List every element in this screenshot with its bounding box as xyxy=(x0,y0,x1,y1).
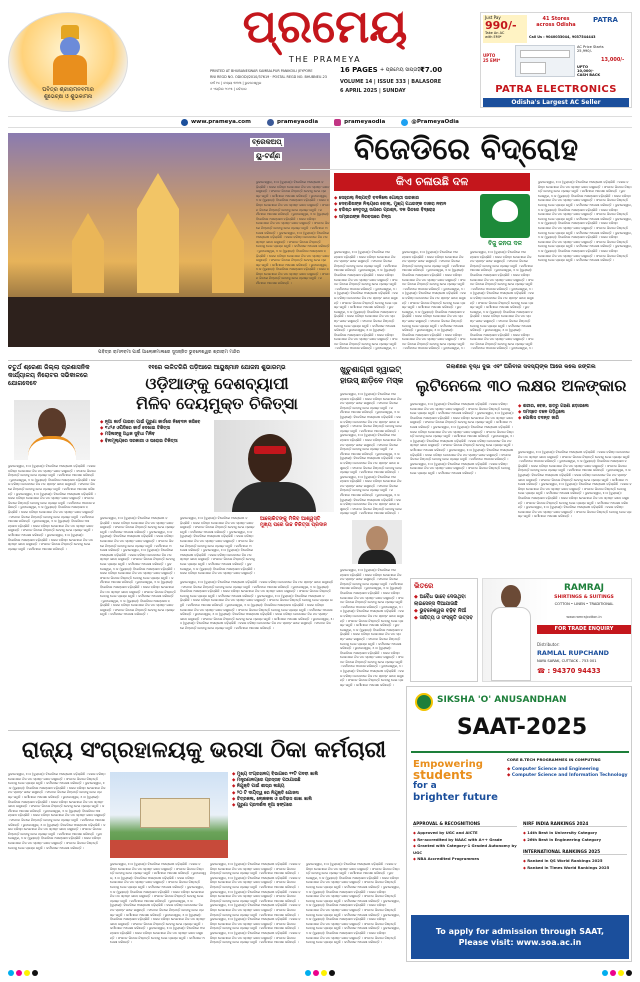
ramraj-line1: SHIRTINGS & SUITINGS xyxy=(554,595,614,600)
soa-tagline-1: Empowering xyxy=(413,759,483,770)
soa-programme: ◆ Computer Science and Engineering xyxy=(507,767,629,773)
soa-approval: ◆ NBA Accredited Programmes xyxy=(413,856,517,863)
soa-approval: ◆ Approved by UGC and AICTE xyxy=(413,830,517,837)
masthead-subtitle: THE PRAMEYA xyxy=(288,55,362,64)
soa-cta[interactable]: To apply for admission through SAAT, Please visit: www.soa.ac.in xyxy=(411,915,629,959)
lead-subhead: କିଏ ଚଳାଉଛି ଦଳ xyxy=(334,173,530,191)
patra-price-sub: Take An AC with EMI* xyxy=(485,31,505,39)
soa-brand: SIKSHA 'O' ANUSANDHAN xyxy=(437,695,567,705)
ramraj-address: NAYA SARAK, CUTTACK - 753 001 xyxy=(537,659,597,663)
twitter-icon xyxy=(401,119,408,126)
museum-photo xyxy=(110,772,228,858)
print-info: PRINTED AT BHUBANESWAR SAMBALPUR PANIKOILI JEYPORE RNI REGD NO. ODIODI/2010/37619 · POSTAL REGD NO. BHUBNEU-23 ବର୍ଷ ୧୪ | ସଂଖ୍ୟା ୩୩୩ | ଭୁବନେଶ୍ୱର ୬ ଏପ୍ରିଲ ୨୦୨୫ | ରବିବାର xyxy=(210,69,327,91)
museum-headline: ରାଜ୍ୟ ସଂଗ୍ରହାଳୟକୁ ଭରସା ଠିକା କର୍ମଚାରୀ xyxy=(21,738,387,763)
musk-portrait xyxy=(352,520,402,564)
soa-programme: ◆ Computer Science and Information Technology xyxy=(507,773,629,779)
soa-intl-title: INTERNATIONAL RANKINGS 2025 xyxy=(523,849,627,855)
patra-offer-mid: AC Price Starts 25,990/- xyxy=(577,45,604,53)
patra-offer-mid2: 13,000/- xyxy=(601,57,625,63)
cm-story-column: ଭୁବନେଶ୍ୱର, ୫।୪ (ବ୍ୟୁରୋ): ବିଜେଡିରେ ଅସନ୍ତୋଷ ବଢ଼ିଚାଲିଛି । ଦଳର ବରିଷ୍ଠ ନେତାମାନେ ନିଜ ମତ ସ୍ପଷ୍ଟ ଭାବେ ରଖୁଛନ୍ତି । ସଂଗଠନ ଭିତରେ ନିଷ୍ପତ୍ତି ନେବାକୁ ନେଇ ପ୍ରଶ୍ନ ଉଠୁଛି । କର୍ମୀମାନେ ଅପେକ୍ଷା କରିଛନ୍ତି । ଭୁବନେଶ୍ୱର, ୫।୪ (ବ୍ୟୁରୋ): ବିଜେଡିରେ ଅସନ୍ତୋଷ ବଢ଼ିଚାଲିଛି । ଦଳର ବରିଷ୍ଠ ନେତାମାନେ ନିଜ ମତ ସ୍ପଷ୍ଟ ଭାବେ ରଖୁଛନ୍ତି । ସଂଗଠନ ଭିତରେ ନିଷ୍ପତ୍ତି ନେବାକୁ ନେଇ ପ୍ରଶ୍ନ ଉଠୁଛି । କର୍ମୀମାନେ ଅପେକ୍ଷା କରିଛନ୍ତି । ଭୁବନେଶ୍ୱର, ୫।୪ (ବ୍ୟୁରୋ): ବିଜେଡିରେ ଅସନ୍ତୋଷ ବଢ଼ିଚାଲିଛି । ଦଳର ବରିଷ୍ଠ ନେତାମାନେ ନିଜ ମତ ସ୍ପଷ୍ଟ ଭାବେ ରଖୁଛନ୍ତି । ସଂଗଠନ ଭିତରେ ନିଷ୍ପତ୍ତି ନେବାକୁ ନେଇ ପ୍ରଶ୍ନ ଉଠୁଛି । କର୍ମୀମାନେ ଅପେକ୍ଷା କରିଛନ୍ତି । ଭୁବନେଶ୍ୱର, ୫।୪ (ବ୍ୟୁରୋ): ବିଜେଡିରେ ଅସନ୍ତୋଷ ବଢ଼ିଚାଲିଛି । ଦଳର ବରିଷ୍ଠ ନେତାମାନେ ନିଜ ମତ ସ୍ପଷ୍ଟ ଭାବେ ରଖୁଛନ୍ତି । ସଂଗଠନ ଭିତରେ ନିଷ୍ପତ୍ତି ନେବାକୁ ନେଇ ପ୍ରଶ୍ନ ଉଠୁଛି । କର୍ମୀମାନେ ଅପେକ୍ଷା କରିଛନ୍ତି । ଭୁବନେଶ୍ୱର, ୫।୪ (ବ୍ୟୁରୋ): ବିଜେଡିରେ ଅସନ୍ତୋଷ ବଢ଼ିଚାଲିଛି । ଦଳର ବରିଷ୍ଠ ନେତାମାନେ ନିଜ ମତ ସ୍ପଷ୍ଟ ଭାବେ ରଖୁଛନ୍ତି । ସଂଗଠନ ଭିତରେ ନିଷ୍ପତ୍ତି ନେବାକୁ ନେଇ ପ୍ରଶ୍ନ ଉଠୁଛି । କର୍ମୀମାନେ ଅପେକ୍ଷା କରିଛନ୍ତି । ଭୁବନେଶ୍ୱର, ୫।୪ (ବ୍ୟୁରୋ): ବିଜେଡିରେ ଅସନ୍ତୋଷ ବଢ଼ିଚାଲିଛି । ଦଳର ବରିଷ୍ଠ ନେତାମାନେ ନିଜ ମତ ସ୍ପଷ୍ଟ ଭାବେ ରଖୁଛନ୍ତି । ସଂଗଠନ ଭିତରେ ନିଷ୍ପତ୍ତି ନେବାକୁ ନେଇ ପ୍ରଶ୍ନ ଉଠୁଛି । କର୍ମୀମାନେ ଅପେକ୍ଷା କରିଛନ୍ତି । xyxy=(8,464,96,551)
lead-kicker-2: ୟୁ-ଟର୍ଣ୍ଣ xyxy=(256,152,281,160)
soa-approval: ◆ Re-accredited by NAAC with A++ Grade xyxy=(413,837,517,844)
masthead-title: ପ୍ରମେୟ xyxy=(242,0,408,53)
globe-icon xyxy=(181,119,188,126)
patra-stores: 41 Stores across Odisha xyxy=(536,16,576,28)
museum-column-4: ଭୁବନେଶ୍ୱର, ୫।୪ (ବ୍ୟୁରୋ): ବିଜେଡିରେ ଅସନ୍ତୋଷ ବଢ଼ିଚାଲିଛି । ଦଳର ବରିଷ୍ଠ ନେତାମାନେ ନିଜ ମତ ସ୍ପଷ୍ଟ ଭାବେ ରଖୁଛନ୍ତି । ସଂଗଠନ ଭିତରେ ନିଷ୍ପତ୍ତି ନେବାକୁ ନେଇ ପ୍ରଶ୍ନ ଉଠୁଛି । କର୍ମୀମାନେ ଅପେକ୍ଷା କରିଛନ୍ତି । ଭୁବନେଶ୍ୱର, ୫।୪ (ବ୍ୟୁରୋ): ବିଜେଡିରେ ଅସନ୍ତୋଷ ବଢ଼ିଚାଲିଛି । ଦଳର ବରିଷ୍ଠ ନେତାମାନେ ନିଜ ମତ ସ୍ପଷ୍ଟ ଭାବେ ରଖୁଛନ୍ତି । ସଂଗଠନ ଭିତରେ ନିଷ୍ପତ୍ତି ନେବାକୁ ନେଇ ପ୍ରଶ୍ନ ଉଠୁଛି । କର୍ମୀମାନେ ଅପେକ୍ଷା କରିଛନ୍ତି । ଭୁବନେଶ୍ୱର, ୫।୪ (ବ୍ୟୁରୋ): ବିଜେଡିରେ ଅସନ୍ତୋଷ ବଢ଼ିଚାଲିଛି । ଦଳର ବରିଷ୍ଠ ନେତାମାନେ ନିଜ ମତ ସ୍ପଷ୍ଟ ଭାବେ ରଖୁଛନ୍ତି । ସଂଗଠନ ଭିତରେ ନିଷ୍ପତ୍ତି ନେବାକୁ ନେଇ ପ୍ରଶ୍ନ ଉଠୁଛି । କର୍ମୀମାନେ ଅପେକ୍ଷା କରିଛନ୍ତି । ଭୁବନେଶ୍ୱର, ୫।୪ (ବ୍ୟୁରୋ): ବିଜେଡିରେ ଅସନ୍ତୋଷ ବଢ଼ିଚାଲିଛି । ଦଳର ବରିଷ୍ଠ ନେତାମାନେ ନିଜ ମତ ସ୍ପଷ୍ଟ ଭାବେ ରଖୁଛନ୍ତି । ସଂଗଠନ ଭିତରେ ନିଷ୍ପତ୍ତି ନେବାକୁ ନେଇ ପ୍ରଶ୍ନ ଉଠୁଛି । କର୍ମୀମାନେ ଅପେକ୍ଷା କରିଛନ୍ତି । ଭୁବନେଶ୍ୱର, ୫।୪ (ବ୍ୟୁରୋ): ବିଜେଡିରେ ଅସନ୍ତୋଷ ବଢ଼ିଚାଲିଛି । ଦଳର ବରିଷ୍ଠ ନେତାମାନେ ନିଜ ମତ ସ୍ପଷ୍ଟ ଭାବେ ରଖୁଛନ୍ତି । ସଂଗଠନ ଭିତରେ ନିଷ୍ପତ୍ତି ନେବାକୁ ନେଇ ପ୍ରଶ୍ନ ଉଠୁଛି । କର୍ମୀମାନେ ଅପେକ୍ଷା କରିଛନ୍ତି । ଭୁବନେଶ୍ୱର, ୫।୪ (ବ୍ୟୁରୋ): ବିଜେଡିରେ ଅସନ୍ତୋଷ ବଢ଼ିଚାଲିଛି । ଦଳର ବରିଷ୍ଠ ନେତାମାନେ ନିଜ ମତ ସ୍ପଷ୍ଟ ଭାବେ ରଖୁଛନ୍ତି । ସଂଗଠନ ଭିତରେ ନିଷ୍ପତ୍ତି ନେବାକୁ ନେଇ ପ୍ରଶ୍ନ ଉଠୁଛି । କର୍ମୀମାନେ ଅପେକ୍ଷା କରିଛନ୍ତି । xyxy=(306,862,400,945)
ramraj-ad xyxy=(482,578,632,682)
instagram-link[interactable]: prameyaodia xyxy=(334,119,385,126)
ramraj-distributor-label: Distributor: xyxy=(537,642,560,647)
greeting-caption: ପବିତ୍ର ଶ୍ରୀରାମନବମୀର ଶୁଭେଚ୍ଛା ଓ ଶୁଭକାମନା xyxy=(42,87,94,100)
health-story-bullets: ◆ ନୂଆ କାର୍ଡ ପାଇବା ପାଇଁ ପୁରୁଣା କାର୍ଡରେ ନିବେଦନ କରିବେ ◆ ୧୪୨୬ ଓପିଡିରେ କାର୍ଡ ଦେଖାଇ ଚିକିତ୍ସା ◆ ମହିଳାଙ୍କୁ ଅଧିକ ସୁବିଧା ମିଳିବ ◆ ବିନାମୂଲ୍ୟରେ ସରକାରୀ ଓ ଘରୋଇ ଚିକିତ୍ସା xyxy=(100,420,210,445)
ram-navami-greeting xyxy=(8,12,128,112)
soa-approval: ◆ Granted with Category-1 Graded Autonomy by UGC xyxy=(413,843,517,856)
lead-column-2: ଭୁବନେଶ୍ୱର, ୫।୪ (ବ୍ୟୁରୋ): ବିଜେଡିରେ ଅସନ୍ତୋଷ ବଢ଼ିଚାଲିଛି । ଦଳର ବରିଷ୍ଠ ନେତାମାନେ ନିଜ ମତ ସ୍ପଷ୍ଟ ଭାବେ ରଖୁଛନ୍ତି । ସଂଗଠନ ଭିତରେ ନିଷ୍ପତ୍ତି ନେବାକୁ ନେଇ ପ୍ରଶ୍ନ ଉଠୁଛି । କର୍ମୀମାନେ ଅପେକ୍ଷା କରିଛନ୍ତି । ଭୁବନେଶ୍ୱର, ୫।୪ (ବ୍ୟୁରୋ): ବିଜେଡିରେ ଅସନ୍ତୋଷ ବଢ଼ିଚାଲିଛି । ଦଳର ବରିଷ୍ଠ ନେତାମାନେ ନିଜ ମତ ସ୍ପଷ୍ଟ ଭାବେ ରଖୁଛନ୍ତି । ସଂଗଠନ ଭିତରେ ନିଷ୍ପତ୍ତି ନେବାକୁ ନେଇ ପ୍ରଶ୍ନ ଉଠୁଛି । କର୍ମୀମାନେ ଅପେକ୍ଷା କରିଛନ୍ତି । ଭୁବନେଶ୍ୱର, ୫।୪ (ବ୍ୟୁରୋ): ବିଜେଡିରେ ଅସନ୍ତୋଷ ବଢ଼ିଚାଲିଛି । ଦଳର ବରିଷ୍ଠ ନେତାମାନେ ନିଜ ମତ ସ୍ପଷ୍ଟ ଭାବେ ରଖୁଛନ୍ତି । ସଂଗଠନ ଭିତରେ ନିଷ୍ପତ୍ତି ନେବାକୁ ନେଇ ପ୍ରଶ୍ନ ଉଠୁଛି । କର୍ମୀମାନେ ଅପେକ୍ଷା କରିଛନ୍ତି । ଭୁବନେଶ୍ୱର, ୫।୪ (ବ୍ୟୁରୋ): ବିଜେଡିରେ ଅସନ୍ତୋଷ ବଢ଼ିଚାଲିଛି । ଦଳର ବରିଷ୍ଠ ନେତାମାନେ ନିଜ ମତ ସ୍ପଷ୍ଟ ଭାବେ ରଖୁଛନ୍ତି । ସଂଗଠନ ଭିତରେ ନିଷ୍ପତ୍ତି ନେବାକୁ ନେଇ ପ୍ରଶ୍ନ ଉଠୁଛି । କର୍ମୀମାନେ ଅପେକ୍ଷା କରିଛନ୍ତି । ଭୁବନେଶ୍ୱର, ୫।୪ (ବ୍ୟୁରୋ): ବିଜେଡିରେ ଅସନ୍ତୋଷ ବଢ଼ିଚାଲିଛି । ଦଳର ବରିଷ୍ଠ ନେତାମାନେ ନିଜ ମତ ସ୍ପଷ୍ଟ ଭାବେ ରଖୁଛନ୍ତି । ସଂଗଠନ ଭିତରେ ନିଷ୍ପତ୍ତି ନେବାକୁ ନେଇ ପ୍ରଶ୍ନ ଉଠୁଛି । କର୍ମୀମାନେ ଅପେକ୍ଷା କରିଛନ୍ତି । ଭୁବନେଶ୍ୱର, ୫। xyxy=(334,250,398,350)
lead-kicker-1: ବ୍ରେକଅପ୍ xyxy=(252,138,282,146)
lead-column-3: ଭୁବନେଶ୍ୱର, ୫।୪ (ବ୍ୟୁରୋ): ବିଜେଡିରେ ଅସନ୍ତୋଷ ବଢ଼ିଚାଲିଛି । ଦଳର ବରିଷ୍ଠ ନେତାମାନେ ନିଜ ମତ ସ୍ପଷ୍ଟ ଭାବେ ରଖୁଛନ୍ତି । ସଂଗଠନ ଭିତରେ ନିଷ୍ପତ୍ତି ନେବାକୁ ନେଇ ପ୍ରଶ୍ନ ଉଠୁଛି । କର୍ମୀମାନେ ଅପେକ୍ଷା କରିଛନ୍ତି । ଭୁବନେଶ୍ୱର, ୫।୪ (ବ୍ୟୁରୋ): ବିଜେଡିରେ ଅସନ୍ତୋଷ ବଢ଼ିଚାଲିଛି । ଦଳର ବରିଷ୍ଠ ନେତାମାନେ ନିଜ ମତ ସ୍ପଷ୍ଟ ଭାବେ ରଖୁଛନ୍ତି । ସଂଗଠନ ଭିତରେ ନିଷ୍ପତ୍ତି ନେବାକୁ ନେଇ ପ୍ରଶ୍ନ ଉଠୁଛି । କର୍ମୀମାନେ ଅପେକ୍ଷା କରିଛନ୍ତି । ଭୁବନେଶ୍ୱର, ୫।୪ (ବ୍ୟୁରୋ): ବିଜେଡିରେ ଅସନ୍ତୋଷ ବଢ଼ିଚାଲିଛି । ଦଳର ବରିଷ୍ଠ ନେତାମାନେ ନିଜ ମତ ସ୍ପଷ୍ଟ ଭାବେ ରଖୁଛନ୍ତି । ସଂଗଠନ ଭିତରେ ନିଷ୍ପତ୍ତି ନେବାକୁ ନେଇ ପ୍ରଶ୍ନ ଉଠୁଛି । କର୍ମୀମାନେ ଅପେକ୍ଷା କରିଛନ୍ତି । ଭୁବନେଶ୍ୱର, ୫।୪ (ବ୍ୟୁରୋ): ବିଜେଡିରେ ଅସନ୍ତୋଷ ବଢ଼ିଚାଲିଛି । ଦଳର ବରିଷ୍ଠ ନେତାମାନେ ନିଜ ମତ ସ୍ପଷ୍ଟ ଭାବେ ରଖୁଛନ୍ତି । ସଂଗଠନ ଭିତରେ ନିଷ୍ପତ୍ତି ନେବାକୁ ନେଇ ପ୍ରଶ୍ନ ଉଠୁଛି । କର୍ମୀମାନେ ଅପେକ୍ଷା କରିଛନ୍ତି । ଭୁବନେଶ୍ୱର, ୫।୪ (ବ୍ୟୁରୋ): ବିଜେଡିରେ ଅସନ୍ତୋଷ ବଢ଼ିଚାଲିଛି । ଦଳର ବରିଷ୍ଠ ନେତାମାନେ ନିଜ ମତ ସ୍ପଷ୍ଟ ଭାବେ ରଖୁଛନ୍ତି । ସଂଗଠନ ଭିତରେ ନିଷ୍ପତ୍ତି ନେବାକୁ ନେଇ ପ୍ରଶ୍ନ ଉଠୁଛି । କର୍ମୀମାନେ ଅପେକ୍ଷା କରିଛନ୍ତି । ଭୁବନେଶ୍ୱର, ୫। xyxy=(402,250,466,350)
soa-nirf-rank: ◆ 26th Best in Engineering Category xyxy=(523,837,627,844)
soa-intl-rank: ◆ Ranked in Times World Rankings 2025 xyxy=(523,865,627,872)
cm-story-headline: ଚତୁର୍ଥ ଶ୍ରେଣୀ ଜିଲ୍ଲା ପ୍ରଶାସନିକ କାର୍ଯ୍ୟାଳୟ ନିରୋଟର ସଭିକାଳରେ ଯୋଗଦେବେ xyxy=(8,364,90,387)
soa-programmes-title: CORE B.TECH PROGRAMMES IN COMPUTING xyxy=(507,757,601,762)
lead-column-1: ଭୁବନେଶ୍ୱର, ୫।୪ (ବ୍ୟୁରୋ): ବିଜେଡିରେ ଅସନ୍ତୋଷ ବଢ଼ିଚାଲିଛି । ଦଳର ବରିଷ୍ଠ ନେତାମାନେ ନିଜ ମତ ସ୍ପଷ୍ଟ ଭାବେ ରଖୁଛନ୍ତି । ସଂଗଠନ ଭିତରେ ନିଷ୍ପତ୍ତି ନେବାକୁ ନେଇ ପ୍ରଶ୍ନ ଉଠୁଛି । କର୍ମୀମାନେ ଅପେକ୍ଷା କରିଛନ୍ତି । ଭୁବନେଶ୍ୱର, ୫।୪ (ବ୍ୟୁରୋ): ବିଜେଡିରେ ଅସନ୍ତୋଷ ବଢ଼ିଚାଲିଛି । ଦଳର ବରିଷ୍ଠ ନେତାମାନେ ନିଜ ମତ ସ୍ପଷ୍ଟ ଭାବେ ରଖୁଛନ୍ତି । ସଂଗଠନ ଭିତରେ ନିଷ୍ପତ୍ତି ନେବାକୁ ନେଇ ପ୍ରଶ୍ନ ଉଠୁଛି । କର୍ମୀମାନେ ଅପେକ୍ଷା କରିଛନ୍ତି । ଭୁବନେଶ୍ୱର, ୫।୪ (ବ୍ୟୁରୋ): ବିଜେଡିରେ ଅସନ୍ତୋଷ ବଢ଼ିଚାଲିଛି । ଦଳର ବରିଷ୍ଠ ନେତାମାନେ ନିଜ ମତ ସ୍ପଷ୍ଟ ଭାବେ ରଖୁଛନ୍ତି । ସଂଗଠନ ଭିତରେ ନିଷ୍ପତ୍ତି ନେବାକୁ ନେଇ ପ୍ରଶ୍ନ ଉଠୁଛି । କର୍ମୀମାନେ ଅପେକ୍ଷା କରିଛନ୍ତି । ଭୁବନେଶ୍ୱର, ୫।୪ (ବ୍ୟୁରୋ): ବିଜେଡିରେ ଅସନ୍ତୋଷ ବଢ଼ିଚାଲିଛି । ଦଳର ବରିଷ୍ଠ ନେତାମାନେ ନିଜ ମତ ସ୍ପଷ୍ଟ ଭାବେ ରଖୁଛନ୍ତି । ସଂଗଠନ ଭିତରେ ନିଷ୍ପତ୍ତି ନେବାକୁ ନେଇ ପ୍ରଶ୍ନ ଉଠୁଛି । କର୍ମୀମାନେ ଅପେକ୍ଷା କରିଛନ୍ତି । ଭୁବନେଶ୍ୱର, ୫।୪ (ବ୍ୟୁରୋ): ବିଜେଡିରେ ଅସନ୍ତୋଷ ବଢ଼ିଚାଲିଛି । ଦଳର ବରିଷ୍ଠ ନେତାମାନେ ନିଜ ମତ ସ୍ପଷ୍ଟ ଭାବେ ରଖୁଛନ୍ତି । ସଂଗଠନ ଭିତରେ ନିଷ୍ପତ୍ତି ନେବାକୁ ନେଇ ପ୍ରଶ୍ନ ଉଠୁଛି । କର୍ମୀମାନେ ଅପେକ୍ଷା କରିଛନ୍ତି । ଭୁବନେଶ୍ୱର, ୫।୪ (ବ୍ୟୁରୋ): ବିଜେଡିରେ ଅସନ୍ତୋଷ ବଢ଼ିଚାଲିଛି । ଦଳର ବରିଷ୍ଠ ନେତାମାନେ ନିଜ ମତ ସ୍ପଷ୍ଟ ଭାବେ ରଖୁଛନ୍ତି । ସଂଗଠନ ଭିତରେ ନିଷ୍ପତ୍ତି ନେବାକୁ ନେଇ ପ୍ରଶ୍ନ ଉଠୁଛି । କର୍ମୀମାନେ ଅପେକ୍ଷା କରିଛନ୍ତି । xyxy=(256,180,330,286)
patra-phones: Call Us : 9040033044, 9037544443 xyxy=(529,35,596,39)
facebook-icon xyxy=(267,119,274,126)
issue-date: 6 APRIL 2025 | SUNDAY xyxy=(340,88,406,94)
bjd-logo-caption: ବିଜୁ ଜନତା ଦଳ xyxy=(488,240,522,247)
temple-photo-caption: ପବିତ୍ର ରାମନବମୀ ପାଇଁ ଆଲୋକମାଳାରେ ସୁସଜ୍ଜିତ ଭୁବନେଶ୍ୱର ଶ୍ରୀରାମ ମନ୍ଦିର xyxy=(98,350,240,355)
page-count: 16 PAGES xyxy=(340,66,378,74)
social-bar xyxy=(8,116,632,128)
musk-column: ଭୁବନେଶ୍ୱର, ୫।୪ (ବ୍ୟୁରୋ): ବିଜେଡିରେ ଅସନ୍ତୋଷ ବଢ଼ିଚାଲିଛି । ଦଳର ବରିଷ୍ଠ ନେତାମାନେ ନିଜ ମତ ସ୍ପଷ୍ଟ ଭାବେ ରଖୁଛନ୍ତି । ସଂଗଠନ ଭିତରେ ନିଷ୍ପତ୍ତି ନେବାକୁ ନେଇ ପ୍ରଶ୍ନ ଉଠୁଛି । କର୍ମୀମାନେ ଅପେକ୍ଷା କରିଛନ୍ତି । ଭୁବନେଶ୍ୱର, ୫।୪ (ବ୍ୟୁରୋ): ବିଜେଡିରେ ଅସନ୍ତୋଷ ବଢ଼ିଚାଲିଛି । ଦଳର ବରିଷ୍ଠ ନେତାମାନେ ନିଜ ମତ ସ୍ପଷ୍ଟ ଭାବେ ରଖୁଛନ୍ତି । ସଂଗଠନ ଭିତରେ ନିଷ୍ପତ୍ତି ନେବାକୁ ନେଇ ପ୍ରଶ୍ନ ଉଠୁଛି । କର୍ମୀମାନେ ଅପେକ୍ଷା କରିଛନ୍ତି । ଭୁବନେଶ୍ୱର, ୫।୪ (ବ୍ୟୁରୋ): ବିଜେଡିରେ ଅସନ୍ତୋଷ ବଢ଼ିଚାଲିଛି । ଦଳର ବରିଷ୍ଠ ନେତାମାନେ ନିଜ ମତ ସ୍ପଷ୍ଟ ଭାବେ ରଖୁଛନ୍ତି । ସଂଗଠନ ଭିତରେ ନିଷ୍ପତ୍ତି ନେବାକୁ ନେଇ ପ୍ରଶ୍ନ ଉଠୁଛି । କର୍ମୀମାନେ ଅପେକ୍ଷା କରିଛନ୍ତି । ଭୁବନେଶ୍ୱର, ୫।୪ (ବ୍ୟୁରୋ): ବିଜେଡିରେ ଅସନ୍ତୋଷ ବଢ଼ିଚାଲିଛି । ଦଳର ବରିଷ୍ଠ ନେତାମାନେ ନିଜ ମତ ସ୍ପଷ୍ଟ ଭାବେ ରଖୁଛନ୍ତି । ସଂଗଠନ ଭିତରେ ନିଷ୍ପତ୍ତି ନେବାକୁ ନେଇ ପ୍ରଶ୍ନ ଉଠୁଛି । କର୍ମୀମାନେ ଅପେକ୍ଷା କରିଛନ୍ତି । ଭୁବନେଶ୍ୱର, ୫।୪ (ବ୍ୟୁରୋ): ବିଜେଡିରେ ଅସନ୍ତୋଷ ବଢ଼ିଚାଲିଛି । ଦଳର ବରିଷ୍ଠ ନେତାମାନେ ନିଜ ମତ ସ୍ପଷ୍ଟ ଭାବେ ରଖୁଛନ୍ତି । ସଂଗଠନ ଭିତରେ ନିଷ୍ପତ୍ତି ନେବାକୁ ନେଇ ପ୍ରଶ୍ନ ଉଠୁଛି । କର୍ମୀମାନେ ଅପେକ୍ଷା କରିଛନ୍ତି । ଭୁବନେଶ୍ୱର, ୫।୪ (ବ୍ୟୁରୋ): ବିଜେଡିରେ ଅସନ୍ତୋଷ ବଢ଼ିଚାଲିଛି । ଦଳର ବରିଷ୍ଠ ନେତାମାନେ ନିଜ ମତ ସ୍ପଷ୍ଟ ଭାବେ ରଖୁଛନ୍ତି । ସଂଗଠନ ଭିତରେ ନିଷ୍ପତ୍ତି ନେବାକୁ ନେଇ ପ୍ରଶ୍ନ ଉଠୁଛି । କର୍ମୀମାନେ ଅପେକ୍ଷା କରିଛନ୍ତି । xyxy=(340,392,402,516)
patra-tagline: Odisha's Largest AC Seller xyxy=(483,98,629,107)
health-column-3: ଭୁବନେଶ୍ୱର, ୫।୪ (ବ୍ୟୁରୋ): ବିଜେଡିରେ ଅସନ୍ତୋଷ ବଢ଼ିଚାଲିଛି । ଦଳର ବରିଷ୍ଠ ନେତାମାନେ ନିଜ ମତ ସ୍ପଷ୍ଟ ଭାବେ ରଖୁଛନ୍ତି । ସଂଗଠନ ଭିତରେ ନିଷ୍ପତ୍ତି ନେବାକୁ ନେଇ ପ୍ରଶ୍ନ ଉଠୁଛି । କର୍ମୀମାନେ ଅପେକ୍ଷା କରିଛନ୍ତି । ଭୁବନେଶ୍ୱର, ୫।୪ (ବ୍ୟୁରୋ): ବିଜେଡିରେ ଅସନ୍ତୋଷ ବଢ଼ିଚାଲିଛି । ଦଳର ବରିଷ୍ଠ ନେତାମାନେ ନିଜ ମତ ସ୍ପଷ୍ଟ ଭାବେ ରଖୁଛନ୍ତି । ସଂଗଠନ ଭିତରେ ନିଷ୍ପତ୍ତି ନେବାକୁ ନେଇ ପ୍ରଶ୍ନ ଉଠୁଛି । କର୍ମୀମାନେ ଅପେକ୍ଷା କରିଛନ୍ତି । ଭୁବନେଶ୍ୱର, ୫।୪ (ବ୍ୟୁରୋ): ବିଜେଡିରେ ଅସନ୍ତୋଷ ବଢ଼ିଚାଲିଛି । ଦଳର ବରିଷ୍ଠ ନେତାମାନେ ନିଜ ମତ ସ୍ପଷ୍ଟ ଭାବେ ରଖୁଛନ୍ତି । ସଂଗଠନ ଭିତରେ ନିଷ୍ପତ୍ତି ନେବାକୁ ନେଇ ପ୍ରଶ୍ନ ଉଠୁଛି । କର୍ମୀମାନେ ଅପେକ୍ଷା କରିଛନ୍ତି । ଭୁବନେଶ୍ୱର, ୫।୪ (ବ୍ୟୁରୋ): ବିଜେଡିରେ ଅସନ୍ତୋଷ ବଢ଼ିଚାଲିଛି । ଦଳର ବରିଷ୍ଠ ନେତାମାନେ ନିଜ ମତ ସ୍ପଷ୍ଟ ଭାବେ ରଖୁଛନ୍ତି । ସଂଗଠନ ଭିତରେ ନିଷ୍ପତ୍ତି ନେବାକୁ ନେଇ ପ୍ରଶ୍ନ ଉଠୁଛି । କର୍ମୀମାନେ ଅପେକ୍ଷା କରିଛନ୍ତି । ଭୁବନେଶ୍ୱର, ୫।୪ (ବ୍ୟୁରୋ): ବିଜେଡିରେ ଅସନ୍ତୋଷ ବଢ଼ିଚାଲିଛି । ଦଳର ବରିଷ୍ଠ ନେତାମାନେ ନିଜ ମତ ସ୍ପଷ୍ଟ ଭାବେ ରଖୁଛନ୍ତି । ସଂଗଠନ ଭିତରେ ନିଷ୍ପତ୍ତି ନେବାକୁ ନେଇ ପ୍ରଶ୍ନ ଉଠୁଛି । କର୍ମୀମାନେ ଅପେକ୍ଷା କରିଛନ୍ତି । ଭୁବନେଶ୍ୱର, ୫।୪ (ବ୍ୟୁରୋ): ବିଜେଡିରେ ଅସନ୍ତୋଷ ବଢ଼ିଚାଲିଛି । ଦଳର ବରିଷ୍ଠ ନେତାମାନେ ନିଜ ମତ ସ୍ପଷ୍ଟ ଭାବେ ରଖୁଛନ୍ତି । ସଂଗଠନ ଭିତରେ ନିଷ୍ପତ୍ତି ନେବାକୁ ନେଇ ପ୍ରଶ୍ନ ଉଠୁଛି । କର୍ମୀମାନେ ଅପେକ୍ଷା କରିଛନ୍ତି । xyxy=(180,580,334,630)
soa-approvals-title: APPROVAL & RECOGNITIONS xyxy=(413,821,517,827)
ramraj-distributor: RAMLAL RUPCHAND xyxy=(537,649,609,657)
museum-column-3: ଭୁବନେଶ୍ୱର, ୫।୪ (ବ୍ୟୁରୋ): ବିଜେଡିରେ ଅସନ୍ତୋଷ ବଢ଼ିଚାଲିଛି । ଦଳର ବରିଷ୍ଠ ନେତାମାନେ ନିଜ ମତ ସ୍ପଷ୍ଟ ଭାବେ ରଖୁଛନ୍ତି । ସଂଗଠନ ଭିତରେ ନିଷ୍ପତ୍ତି ନେବାକୁ ନେଇ ପ୍ରଶ୍ନ ଉଠୁଛି । କର୍ମୀମାନେ ଅପେକ୍ଷା କରିଛନ୍ତି । ଭୁବନେଶ୍ୱର, ୫।୪ (ବ୍ୟୁରୋ): ବିଜେଡିରେ ଅସନ୍ତୋଷ ବଢ଼ିଚାଲିଛି । ଦଳର ବରିଷ୍ଠ ନେତାମାନେ ନିଜ ମତ ସ୍ପଷ୍ଟ ଭାବେ ରଖୁଛନ୍ତି । ସଂଗଠନ ଭିତରେ ନିଷ୍ପତ୍ତି ନେବାକୁ ନେଇ ପ୍ରଶ୍ନ ଉଠୁଛି । କର୍ମୀମାନେ ଅପେକ୍ଷା କରିଛନ୍ତି । ଭୁବନେଶ୍ୱର, ୫।୪ (ବ୍ୟୁରୋ): ବିଜେଡିରେ ଅସନ୍ତୋଷ ବଢ଼ିଚାଲିଛି । ଦଳର ବରିଷ୍ଠ ନେତାମାନେ ନିଜ ମତ ସ୍ପଷ୍ଟ ଭାବେ ରଖୁଛନ୍ତି । ସଂଗଠନ ଭିତରେ ନିଷ୍ପତ୍ତି ନେବାକୁ ନେଇ ପ୍ରଶ୍ନ ଉଠୁଛି । କର୍ମୀମାନେ ଅପେକ୍ଷା କରିଛନ୍ତି । ଭୁବନେଶ୍ୱର, ୫।୪ (ବ୍ୟୁରୋ): ବିଜେଡିରେ ଅସନ୍ତୋଷ ବଢ଼ିଚାଲିଛି । ଦଳର ବରିଷ୍ଠ ନେତାମାନେ ନିଜ ମତ ସ୍ପଷ୍ଟ ଭାବେ ରଖୁଛନ୍ତି । ସଂଗଠନ ଭିତରେ ନିଷ୍ପତ୍ତି ନେବାକୁ ନେଇ ପ୍ରଶ୍ନ ଉଠୁଛି । କର୍ମୀମାନେ ଅପେକ୍ଷା କରିଛନ୍ତି । ଭୁବନେଶ୍ୱର, ୫।୪ (ବ୍ୟୁରୋ): ବିଜେଡିରେ ଅସନ୍ତୋଷ ବଢ଼ିଚାଲିଛି । ଦଳର ବରିଷ୍ଠ ନେତାମାନେ ନିଜ ମତ ସ୍ପଷ୍ଟ ଭାବେ ରଖୁଛନ୍ତି । ସଂଗଠନ ଭିତରେ ନିଷ୍ପତ୍ତି ନେବାକୁ ନେଇ ପ୍ରଶ୍ନ ଉଠୁଛି । କର୍ମୀମାନେ ଅପେକ୍ଷା କରିଛନ୍ତି । ଭୁବନେଶ୍ୱର, ୫।୪ (ବ୍ୟୁରୋ): ବିଜେଡିରେ ଅସନ୍ତୋଷ ବଢ଼ିଚାଲିଛି । ଦଳର ବରିଷ୍ଠ ନେତାମାନେ ନିଜ ମତ ସ୍ପଷ୍ଟ ଭାବେ ରଖୁଛନ୍ତି । ସଂଗଠନ ଭିତରେ ନିଷ୍ପତ୍ତି ନେବାକୁ ନେଇ ପ୍ରଶ୍ନ ଉଠୁଛି । କର୍ମୀମାନେ ଅପେକ୍ଷା କରିଛନ୍ତି । xyxy=(210,862,301,945)
patra-name: PATRA ELECTRONICS xyxy=(495,84,617,95)
health-column-1: ଭୁବନେଶ୍ୱର, ୫।୪ (ବ୍ୟୁରୋ): ବିଜେଡିରେ ଅସନ୍ତୋଷ ବଢ଼ିଚାଲିଛି । ଦଳର ବରିଷ୍ଠ ନେତାମାନେ ନିଜ ମତ ସ୍ପଷ୍ଟ ଭାବେ ରଖୁଛନ୍ତି । ସଂଗଠନ ଭିତରେ ନିଷ୍ପତ୍ତି ନେବାକୁ ନେଇ ପ୍ରଶ୍ନ ଉଠୁଛି । କର୍ମୀମାନେ ଅପେକ୍ଷା କରିଛନ୍ତି । ଭୁବନେଶ୍ୱର, ୫।୪ (ବ୍ୟୁରୋ): ବିଜେଡିରେ ଅସନ୍ତୋଷ ବଢ଼ିଚାଲିଛି । ଦଳର ବରିଷ୍ଠ ନେତାମାନେ ନିଜ ମତ ସ୍ପଷ୍ଟ ଭାବେ ରଖୁଛନ୍ତି । ସଂଗଠନ ଭିତରେ ନିଷ୍ପତ୍ତି ନେବାକୁ ନେଇ ପ୍ରଶ୍ନ ଉଠୁଛି । କର୍ମୀମାନେ ଅପେକ୍ଷା କରିଛନ୍ତି । ଭୁବନେଶ୍ୱର, ୫।୪ (ବ୍ୟୁରୋ): ବିଜେଡିରେ ଅସନ୍ତୋଷ ବଢ଼ିଚାଲିଛି । ଦଳର ବରିଷ୍ଠ ନେତାମାନେ ନିଜ ମତ ସ୍ପଷ୍ଟ ଭାବେ ରଖୁଛନ୍ତି । ସଂଗଠନ ଭିତରେ ନିଷ୍ପତ୍ତି ନେବାକୁ ନେଇ ପ୍ରଶ୍ନ ଉଠୁଛି । କର୍ମୀମାନେ ଅପେକ୍ଷା କରିଛନ୍ତି । ଭୁବନେଶ୍ୱର, ୫।୪ (ବ୍ୟୁରୋ): ବିଜେଡିରେ ଅସନ୍ତୋଷ ବଢ଼ିଚାଲିଛି । ଦଳର ବରିଷ୍ଠ ନେତାମାନେ ନିଜ ମତ ସ୍ପଷ୍ଟ ଭାବେ ରଖୁଛନ୍ତି । ସଂଗଠନ ଭିତରେ ନିଷ୍ପତ୍ତି ନେବାକୁ ନେଇ ପ୍ରଶ୍ନ ଉଠୁଛି । କର୍ମୀମାନେ ଅପେକ୍ଷା କରିଛନ୍ତି । ଭୁବନେଶ୍ୱର, ୫।୪ (ବ୍ୟୁରୋ): ବିଜେଡିରେ ଅସନ୍ତୋଷ ବଢ଼ିଚାଲିଛି । ଦଳର ବରିଷ୍ଠ ନେତାମାନେ ନିଜ ମତ ସ୍ପଷ୍ଟ ଭାବେ ରଖୁଛନ୍ତି । ସଂଗଠନ ଭିତରେ ନିଷ୍ପତ୍ତି ନେବାକୁ ନେଇ ପ୍ରଶ୍ନ ଉଠୁଛି । କର୍ମୀମାନେ ଅପେକ୍ଷା କରିଛନ୍ତି । ଭୁବନେଶ୍ୱର, ୫।୪ (ବ୍ୟୁରୋ): ବିଜେଡିରେ ଅସନ୍ତୋଷ ବଢ଼ିଚାଲିଛି । ଦଳର ବରିଷ୍ଠ ନେତାମାନେ ନିଜ ମତ ସ୍ପଷ୍ଟ ଭାବେ ରଖୁଛନ୍ତି । ସଂଗଠନ ଭିତରେ ନିଷ୍ପତ୍ତି ନେବାକୁ ନେଇ ପ୍ରଶ୍ନ ଉଠୁଛି । କର୍ମୀମାନେ ଅପେକ୍ଷା କରିଛନ୍ତି । xyxy=(100,516,176,617)
price-note: + ପ୍ରମେୟ ସାପ୍ତାହିକ xyxy=(380,67,424,73)
soa-ad xyxy=(406,686,632,962)
ramraj-trade: FOR TRADE ENQUIRY xyxy=(537,625,631,634)
instagram-icon xyxy=(334,119,341,126)
lead-column-4: ଭୁବନେଶ୍ୱର, ୫।୪ (ବ୍ୟୁରୋ): ବିଜେଡିରେ ଅସନ୍ତୋଷ ବଢ଼ିଚାଲିଛି । ଦଳର ବରିଷ୍ଠ ନେତାମାନେ ନିଜ ମତ ସ୍ପଷ୍ଟ ଭାବେ ରଖୁଛନ୍ତି । ସଂଗଠନ ଭିତରେ ନିଷ୍ପତ୍ତି ନେବାକୁ ନେଇ ପ୍ରଶ୍ନ ଉଠୁଛି । କର୍ମୀମାନେ ଅପେକ୍ଷା କରିଛନ୍ତି । ଭୁବନେଶ୍ୱର, ୫।୪ (ବ୍ୟୁରୋ): ବିଜେଡିରେ ଅସନ୍ତୋଷ ବଢ଼ିଚାଲିଛି । ଦଳର ବରିଷ୍ଠ ନେତାମାନେ ନିଜ ମତ ସ୍ପଷ୍ଟ ଭାବେ ରଖୁଛନ୍ତି । ସଂଗଠନ ଭିତରେ ନିଷ୍ପତ୍ତି ନେବାକୁ ନେଇ ପ୍ରଶ୍ନ ଉଠୁଛି । କର୍ମୀମାନେ ଅପେକ୍ଷା କରିଛନ୍ତି । ଭୁବନେଶ୍ୱର, ୫।୪ (ବ୍ୟୁରୋ): ବିଜେଡିରେ ଅସନ୍ତୋଷ ବଢ଼ିଚାଲିଛି । ଦଳର ବରିଷ୍ଠ ନେତାମାନେ ନିଜ ମତ ସ୍ପଷ୍ଟ ଭାବେ ରଖୁଛନ୍ତି । ସଂଗଠନ ଭିତରେ ନିଷ୍ପତ୍ତି ନେବାକୁ ନେଇ ପ୍ରଶ୍ନ ଉଠୁଛି । କର୍ମୀମାନେ ଅପେକ୍ଷା କରିଛନ୍ତି । ଭୁବନେଶ୍ୱର, ୫।୪ (ବ୍ୟୁରୋ): ବିଜେଡିରେ ଅସନ୍ତୋଷ ବଢ଼ିଚାଲିଛି । ଦଳର ବରିଷ୍ଠ ନେତାମାନେ ନିଜ ମତ ସ୍ପଷ୍ଟ ଭାବେ ରଖୁଛନ୍ତି । ସଂଗଠନ ଭିତରେ ନିଷ୍ପତ୍ତି ନେବାକୁ ନେଇ ପ୍ରଶ୍ନ ଉଠୁଛି । କର୍ମୀମାନେ ଅପେକ୍ଷା କରିଛନ୍ତି । ଭୁବନେଶ୍ୱର, ୫।୪ (ବ୍ୟୁରୋ): ବିଜେଡିରେ ଅସନ୍ତୋଷ ବଢ଼ିଚାଲିଛି । ଦଳର ବରିଷ୍ଠ ନେତାମାନେ ନିଜ ମତ ସ୍ପଷ୍ଟ ଭାବେ ରଖୁଛନ୍ତି । ସଂଗଠନ ଭିତରେ ନିଷ୍ପତ୍ତି ନେବାକୁ ନେଇ ପ୍ରଶ୍ନ ଉଠୁଛି । କର୍ମୀମାନେ ଅପେକ୍ଷା କରିଛନ୍ତି । ଭୁବନେଶ୍ୱର, ୫। xyxy=(470,250,534,350)
issue-volume: VOLUME 14 | ISSUE 333 | BALASORE xyxy=(340,79,442,85)
patra-electronics-ad xyxy=(480,12,632,108)
inside-item[interactable]: ◆ ସାହିତ୍ୟ ଓ ସଂସ୍କୃତି ଉତ୍ସବ xyxy=(414,615,474,622)
robbery-kicker: ଗଲାଣରେ ବୃଦ୍ଧ ଦୁଇ ଏବଂ ପରିବାର ସଦସ୍ୟଙ୍କ ଆରେ କଲେ ଜଙ୍ଗଲ xyxy=(446,364,596,370)
health-column-2: ଭୁବନେଶ୍ୱର, ୫।୪ (ବ୍ୟୁରୋ): ବିଜେଡିରେ ଅସନ୍ତୋଷ ବଢ଼ିଚାଲିଛି । ଦଳର ବରିଷ୍ଠ ନେତାମାନେ ନିଜ ମତ ସ୍ପଷ୍ଟ ଭାବେ ରଖୁଛନ୍ତି । ସଂଗଠନ ଭିତରେ ନିଷ୍ପତ୍ତି ନେବାକୁ ନେଇ ପ୍ରଶ୍ନ ଉଠୁଛି । କର୍ମୀମାନେ ଅପେକ୍ଷା କରିଛନ୍ତି । ଭୁବନେଶ୍ୱର, ୫।୪ (ବ୍ୟୁରୋ): ବିଜେଡିରେ ଅସନ୍ତୋଷ ବଢ଼ିଚାଲିଛି । ଦଳର ବରିଷ୍ଠ ନେତାମାନେ ନିଜ ମତ ସ୍ପଷ୍ଟ ଭାବେ ରଖୁଛନ୍ତି । ସଂଗଠନ ଭିତରେ ନିଷ୍ପତ୍ତି ନେବାକୁ ନେଇ ପ୍ରଶ୍ନ ଉଠୁଛି । କର୍ମୀମାନେ ଅପେକ୍ଷା କରିଛନ୍ତି । ଭୁବନେଶ୍ୱର, ୫।୪ (ବ୍ୟୁରୋ): ବିଜେଡିରେ ଅସନ୍ତୋଷ ବଢ଼ିଚାଲିଛି । ଦଳର ବରିଷ୍ଠ ନେତାମାନେ ନିଜ ମତ ସ୍ପଷ୍ଟ ଭାବେ ରଖୁଛନ୍ତି । ସଂଗଠନ ଭିତରେ ନିଷ୍ପତ୍ତି ନେବାକୁ ନେଇ ପ୍ରଶ୍ନ ଉଠୁଛି । କର୍ମୀମାନେ ଅପେକ୍ଷା କରିଛନ୍ତି । ଭୁବନେଶ୍ୱର, ୫।୪ (ବ୍ୟୁରୋ): ବିଜେଡିରେ ଅସନ୍ତୋଷ ବଢ଼ିଚାଲିଛି । ଦଳର ବରିଷ୍ଠ ନେତାମାନେ ନିଜ ମତ ସ୍ପଷ୍ଟ ଭାବେ ରଖୁଛନ୍ତି । xyxy=(180,516,256,576)
soa-tagline-2: students xyxy=(413,768,473,782)
inside-box xyxy=(410,578,478,682)
ramraj-url: www.ramrajcotton.in xyxy=(566,615,602,619)
robbery-column-1: ଭୁବନେଶ୍ୱର, ୫।୪ (ବ୍ୟୁରୋ): ବିଜେଡିରେ ଅସନ୍ତୋଷ ବଢ଼ିଚାଲିଛି । ଦଳର ବରିଷ୍ଠ ନେତାମାନେ ନିଜ ମତ ସ୍ପଷ୍ଟ ଭାବେ ରଖୁଛନ୍ତି । ସଂଗଠନ ଭିତରେ ନିଷ୍ପତ୍ତି ନେବାକୁ ନେଇ ପ୍ରଶ୍ନ ଉଠୁଛି । କର୍ମୀମାନେ ଅପେକ୍ଷା କରିଛନ୍ତି । ଭୁବନେଶ୍ୱର, ୫।୪ (ବ୍ୟୁରୋ): ବିଜେଡିରେ ଅସନ୍ତୋଷ ବଢ଼ିଚାଲିଛି । ଦଳର ବରିଷ୍ଠ ନେତାମାନେ ନିଜ ମତ ସ୍ପଷ୍ଟ ଭାବେ ରଖୁଛନ୍ତି । ସଂଗଠନ ଭିତରେ ନିଷ୍ପତ୍ତି ନେବାକୁ ନେଇ ପ୍ରଶ୍ନ ଉଠୁଛି । କର୍ମୀମାନେ ଅପେକ୍ଷା କରିଛନ୍ତି । ଭୁବନେଶ୍ୱର, ୫।୪ (ବ୍ୟୁରୋ): ବିଜେଡିରେ ଅସନ୍ତୋଷ ବଢ଼ିଚାଲିଛି । ଦଳର ବରିଷ୍ଠ ନେତାମାନେ ନିଜ ମତ ସ୍ପଷ୍ଟ ଭାବେ ରଖୁଛନ୍ତି । ସଂଗଠନ ଭିତରେ ନିଷ୍ପତ୍ତି ନେବାକୁ ନେଇ ପ୍ରଶ୍ନ ଉଠୁଛି । କର୍ମୀମାନେ ଅପେକ୍ଷା କରିଛନ୍ତି । ଭୁବନେଶ୍ୱର, ୫।୪ (ବ୍ୟୁରୋ): ବିଜେଡିରେ ଅସନ୍ତୋଷ ବଢ଼ିଚାଲିଛି । ଦଳର ବରିଷ୍ଠ ନେତାମାନେ ନିଜ ମତ ସ୍ପଷ୍ଟ ଭାବେ ରଖୁଛନ୍ତି । ସଂଗଠନ ଭିତରେ ନିଷ୍ପତ୍ତି ନେବାକୁ ନେଇ ପ୍ରଶ୍ନ ଉଠୁଛି । କର୍ମୀମାନେ ଅପେକ୍ଷା କରିଛନ୍ତି । ଭୁବନେଶ୍ୱର, ୫।୪ (ବ୍ୟୁରୋ): ବିଜେଡିରେ ଅସନ୍ତୋଷ ବଢ଼ିଚାଲିଛି । ଦଳର ବରିଷ୍ଠ ନେତାମାନେ ନିଜ ମତ ସ୍ପଷ୍ଟ ଭାବେ ରଖୁଛନ୍ତି । ସଂଗଠନ ଭିତରେ ନିଷ୍ପତ୍ତି ନେବାକୁ ନେଇ ପ୍ରଶ୍ନ ଉଠୁଛି । କର୍ମୀମାନେ ଅପେକ୍ଷା କରିଛନ୍ତି । ଭୁବନେଶ୍ୱର, ୫।୪ (ବ୍ୟୁରୋ): ବିଜେଡିରେ ଅସନ୍ତୋଷ ବଢ଼ିଚାଲିଛି । ଦଳର ବରିଷ୍ଠ ନେତାମାନେ ନିଜ ମତ ସ୍ପଷ୍ଟ ଭାବେ ରଖୁଛନ୍ତି । ସଂଗଠନ ଭିତରେ ନିଷ୍ପତ୍ତି ନେବାକୁ ନେଇ ପ୍ରଶ୍ନ ଉଠୁଛି । କର୍ମୀମାନେ ଅପେକ୍ଷା କରିଛନ୍ତି । xyxy=(410,402,514,475)
website-link[interactable]: www.prameya.com xyxy=(181,119,251,126)
musk-headline: ଖୁଚୁଶାଗ୍ରୀ ହ୍ୱାଇଟ୍ ହାଉସ୍ ଛାଡ଼ିବେ ମସ୍କ xyxy=(340,365,404,385)
lead-headline: ବିଜେଡିରେ ବିଦ୍ରୋହ xyxy=(300,130,632,170)
ramraj-model xyxy=(489,585,533,681)
soa-exam: SAAT-2025 xyxy=(456,715,588,740)
ramraj-brand: RAMRAJ xyxy=(563,583,605,593)
minister-portrait xyxy=(214,420,334,512)
soa-logo xyxy=(415,693,433,711)
inside-item[interactable]: ◆ ଅବୈଧ ଭାବେ ଦେଉଥିବା ଲାଇସେନ୍ସ ଦିଆଯାଉଛି xyxy=(414,594,474,608)
inside-title: ଭିତରେ xyxy=(414,582,434,590)
soa-tagline-4: brighter future xyxy=(413,792,498,803)
health-story-kicker: ୧୧ରେ ଲଳିତଗିରି ପଡ଼ିଆରେ ଆୟୁଷ୍ମାନ ଯୋଜନା ଶୁଭାରମ୍ଭ xyxy=(148,364,286,371)
soa-nirf-title: NIRF INDIA RANKINGS 2024 xyxy=(523,821,627,827)
facebook-link[interactable]: prameyaodia xyxy=(267,119,318,126)
ramraj-phone: ☎ : 94370 94433 xyxy=(537,667,601,675)
patra-brand: PATRA xyxy=(593,16,618,24)
ramraj-line2: COTTON • LINEN • TRADITIONAL xyxy=(554,602,614,606)
soa-intl-rank: ◆ Ranked in QS World Rankings 2025 xyxy=(523,858,627,865)
bjd-logo xyxy=(480,194,530,238)
print-registration-marks xyxy=(8,968,632,978)
robbery-column-2: ଭୁବନେଶ୍ୱର, ୫।୪ (ବ୍ୟୁରୋ): ବିଜେଡିରେ ଅସନ୍ତୋଷ ବଢ଼ିଚାଲିଛି । ଦଳର ବରିଷ୍ଠ ନେତାମାନେ ନିଜ ମତ ସ୍ପଷ୍ଟ ଭାବେ ରଖୁଛନ୍ତି । ସଂଗଠନ ଭିତରେ ନିଷ୍ପତ୍ତି ନେବାକୁ ନେଇ ପ୍ରଶ୍ନ ଉଠୁଛି । କର୍ମୀମାନେ ଅପେକ୍ଷା କରିଛନ୍ତି । ଭୁବନେଶ୍ୱର, ୫।୪ (ବ୍ୟୁରୋ): ବିଜେଡିରେ ଅସନ୍ତୋଷ ବଢ଼ିଚାଲିଛି । ଦଳର ବରିଷ୍ଠ ନେତାମାନେ ନିଜ ମତ ସ୍ପଷ୍ଟ ଭାବେ ରଖୁଛନ୍ତି । ସଂଗଠନ ଭିତରେ ନିଷ୍ପତ୍ତି ନେବାକୁ ନେଇ ପ୍ରଶ୍ନ ଉଠୁଛି । କର୍ମୀମାନେ ଅପେକ୍ଷା କରିଛନ୍ତି । ଭୁବନେଶ୍ୱର, ୫।୪ (ବ୍ୟୁରୋ): ବିଜେଡିରେ ଅସନ୍ତୋଷ ବଢ଼ିଚାଲିଛି । ଦଳର ବରିଷ୍ଠ ନେତାମାନେ ନିଜ ମତ ସ୍ପଷ୍ଟ ଭାବେ ରଖୁଛନ୍ତି । ସଂଗଠନ ଭିତରେ ନିଷ୍ପତ୍ତି ନେବାକୁ ନେଇ ପ୍ରଶ୍ନ ଉଠୁଛି । କର୍ମୀମାନେ ଅପେକ୍ଷା କରିଛନ୍ତି । ଭୁବନେଶ୍ୱର, ୫।୪ (ବ୍ୟୁରୋ): ବିଜେଡିରେ ଅସନ୍ତୋଷ ବଢ଼ିଚାଲିଛି । ଦଳର ବରିଷ୍ଠ ନେତାମାନେ ନିଜ ମତ ସ୍ପଷ୍ଟ ଭାବେ ରଖୁଛନ୍ତି । ସଂଗଠନ ଭିତରେ ନିଷ୍ପତ୍ତି ନେବାକୁ ନେଇ ପ୍ରଶ୍ନ ଉଠୁଛି । କର୍ମୀମାନେ ଅପେକ୍ଷା କରିଛନ୍ତି । ଭୁବନେଶ୍ୱର, ୫।୪ (ବ୍ୟୁରୋ): ବିଜେଡିରେ ଅସନ୍ତୋଷ ବଢ଼ିଚାଲିଛି । ଦଳର ବରିଷ୍ଠ ନେତାମାନେ ନିଜ ମତ ସ୍ପଷ୍ଟ ଭାବେ ରଖୁଛନ୍ତି । ସଂଗଠନ ଭିତରେ ନିଷ୍ପତ୍ତି ନେବାକୁ ନେଇ ପ୍ରଶ୍ନ ଉଠୁଛି । କର୍ମୀମାନେ ଅପେକ୍ଷା କରିଛନ୍ତି । ଭୁବନେଶ୍ୱର, ୫।୪ (ବ୍ୟୁରୋ): ବିଜେଡିରେ ଅସନ୍ତୋଷ ବଢ଼ିଚାଲିଛି । ଦଳର ବରିଷ୍ଠ ନେତାମାନେ ନିଜ ମତ ସ୍ପଷ୍ଟ ଭାବେ ରଖୁଛନ୍ତି । ସଂଗଠନ ଭିତରେ ନିଷ୍ପତ୍ତି ନେବାକୁ ନେଇ ପ୍ରଶ୍ନ ଉଠୁଛି । କର୍ମୀମାନେ ଅପେକ୍ଷା କରିଛନ୍ତି । xyxy=(518,450,632,519)
patra-price-label: Just Pay xyxy=(485,15,501,20)
patra-ac-units xyxy=(515,45,575,77)
health-quote: ଆଲୋକିତଙ୍କୁ ମିଳିବ ଆଶ୍ୱସ୍ତି ମୁଖ୍ୟ ପରେ ଉଚ୍ଚ ଚିକିତ୍ସା ପ୍ରଦାନ xyxy=(260,516,327,528)
health-story-headline: ଓଡ଼ିଆଙ୍କୁ ଦେଶବ୍ୟାପୀ ମିଳିବ ଦେୟମୁକ୍ତ ଚିକିତ୍ସା xyxy=(136,374,298,413)
museum-bullets: ◆ ମୁଖ୍ୟ ସଂଗ୍ରହାଳୟ ବିଭାଗରେ ୧୧ଟି ପଦବୀ ଖାଲି ◆ ମନ୍ତ୍ରଣାଳୟରେ ପ୍ରସ୍ତାବ ପଠାଯାଇଛି ◆ ନିଯୁକ୍ତି ପାଇଁ ଶୀଘ୍ର ଲକ୍ଷ୍ୟ ◆ ୨୦ ଟି ଦାୟିତ୍ୱ ରେ ନିଯୁକ୍ତି ଯୋଜନା ◆ ଚିତ୍ରକଳା, ଲୋକକଳା ଓ ଇତିହାସ ଶାଖା ଖାଲି ◆ ପୁରୁଣା ପ୍ରଦର୍ଶନୀ ନୂଆ ଢଙ୍ଗରେ xyxy=(232,772,400,809)
lead-column-5: ଭୁବନେଶ୍ୱର, ୫।୪ (ବ୍ୟୁରୋ): ବିଜେଡିରେ ଅସନ୍ତୋଷ ବଢ଼ିଚାଲିଛି । ଦଳର ବରିଷ୍ଠ ନେତାମାନେ ନିଜ ମତ ସ୍ପଷ୍ଟ ଭାବେ ରଖୁଛନ୍ତି । ସଂଗଠନ ଭିତରେ ନିଷ୍ପତ୍ତି ନେବାକୁ ନେଇ ପ୍ରଶ୍ନ ଉଠୁଛି । କର୍ମୀମାନେ ଅପେକ୍ଷା କରିଛନ୍ତି । ଭୁବନେଶ୍ୱର, ୫।୪ (ବ୍ୟୁରୋ): ବିଜେଡିରେ ଅସନ୍ତୋଷ ବଢ଼ିଚାଲିଛି । ଦଳର ବରିଷ୍ଠ ନେତାମାନେ ନିଜ ମତ ସ୍ପଷ୍ଟ ଭାବେ ରଖୁଛନ୍ତି । ସଂଗଠନ ଭିତରେ ନିଷ୍ପତ୍ତି ନେବାକୁ ନେଇ ପ୍ରଶ୍ନ ଉଠୁଛି । କର୍ମୀମାନେ ଅପେକ୍ଷା କରିଛନ୍ତି । ଭୁବନେଶ୍ୱର, ୫।୪ (ବ୍ୟୁରୋ): ବିଜେଡିରେ ଅସନ୍ତୋଷ ବଢ଼ିଚାଲିଛି । ଦଳର ବରିଷ୍ଠ ନେତାମାନେ ନିଜ ମତ ସ୍ପଷ୍ଟ ଭାବେ ରଖୁଛନ୍ତି । ସଂଗଠନ ଭିତରେ ନିଷ୍ପତ୍ତି ନେବାକୁ ନେଇ ପ୍ରଶ୍ନ ଉଠୁଛି । କର୍ମୀମାନେ ଅପେକ୍ଷା କରିଛନ୍ତି । ଭୁବନେଶ୍ୱର, ୫।୪ (ବ୍ୟୁରୋ): ବିଜେଡିରେ ଅସନ୍ତୋଷ ବଢ଼ିଚାଲିଛି । ଦଳର ବରିଷ୍ଠ ନେତାମାନେ ନିଜ ମତ ସ୍ପଷ୍ଟ ଭାବେ ରଖୁଛନ୍ତି । ସଂଗଠନ ଭିତରେ ନିଷ୍ପତ୍ତି ନେବାକୁ ନେଇ ପ୍ରଶ୍ନ ଉଠୁଛି । କର୍ମୀମାନେ ଅପେକ୍ଷା କରିଛନ୍ତି । ଭୁବନେଶ୍ୱର, ୫।୪ (ବ୍ୟୁରୋ): ବିଜେଡିରେ ଅସନ୍ତୋଷ ବଢ଼ିଚାଲିଛି । ଦଳର ବରିଷ୍ଠ ନେତାମାନେ ନିଜ ମତ ସ୍ପଷ୍ଟ ଭାବେ ରଖୁଛନ୍ତି । ସଂଗଠନ ଭିତରେ ନିଷ୍ପତ୍ତି ନେବାକୁ ନେଇ ପ୍ରଶ୍ନ ଉଠୁଛି । କର୍ମୀମାନେ ଅପେକ୍ଷା କରିଛନ୍ତି । ଭୁବନେଶ୍ୱର, ୫।୪ (ବ୍ୟୁରୋ): ବିଜେଡିରେ ଅସନ୍ତୋଷ ବଢ଼ିଚାଲିଛି । ଦଳର ବରିଷ୍ଠ ନେତାମାନେ ନିଜ ମତ ସ୍ପଷ୍ଟ ଭାବେ ରଖୁଛନ୍ତି । ସଂଗଠନ ଭିତରେ ନିଷ୍ପତ୍ତି ନେବାକୁ ନେଇ ପ୍ରଶ୍ନ ଉଠୁଛି । କର୍ମୀମାନେ ଅପେକ୍ଷା କରିଛନ୍ତି । xyxy=(538,180,632,263)
soa-nirf-rank: ◆ 14th Best in University Category xyxy=(523,830,627,837)
museum-column-2: ଭୁବନେଶ୍ୱର, ୫।୪ (ବ୍ୟୁରୋ): ବିଜେଡିରେ ଅସନ୍ତୋଷ ବଢ଼ିଚାଲିଛି । ଦଳର ବରିଷ୍ଠ ନେତାମାନେ ନିଜ ମତ ସ୍ପଷ୍ଟ ଭାବେ ରଖୁଛନ୍ତି । ସଂଗଠନ ଭିତରେ ନିଷ୍ପତ୍ତି ନେବାକୁ ନେଇ ପ୍ରଶ୍ନ ଉଠୁଛି । କର୍ମୀମାନେ ଅପେକ୍ଷା କରିଛନ୍ତି । ଭୁବନେଶ୍ୱର, ୫।୪ (ବ୍ୟୁରୋ): ବିଜେଡିରେ ଅସନ୍ତୋଷ ବଢ଼ିଚାଲିଛି । ଦଳର ବରିଷ୍ଠ ନେତାମାନେ ନିଜ ମତ ସ୍ପଷ୍ଟ ଭାବେ ରଖୁଛନ୍ତି । ସଂଗଠନ ଭିତରେ ନିଷ୍ପତ୍ତି ନେବାକୁ ନେଇ ପ୍ରଶ୍ନ ଉଠୁଛି । କର୍ମୀମାନେ ଅପେକ୍ଷା କରିଛନ୍ତି । ଭୁବନେଶ୍ୱର, ୫।୪ (ବ୍ୟୁରୋ): ବିଜେଡିରେ ଅସନ୍ତୋଷ ବଢ଼ିଚାଲିଛି । ଦଳର ବରିଷ୍ଠ ନେତାମାନେ ନିଜ ମତ ସ୍ପଷ୍ଟ ଭାବେ ରଖୁଛନ୍ତି । ସଂଗଠନ ଭିତରେ ନିଷ୍ପତ୍ତି ନେବାକୁ ନେଇ ପ୍ରଶ୍ନ ଉଠୁଛି । କର୍ମୀମାନେ ଅପେକ୍ଷା କରିଛନ୍ତି । ଭୁବନେଶ୍ୱର, ୫।୪ (ବ୍ୟୁରୋ): ବିଜେଡିରେ ଅସନ୍ତୋଷ ବଢ଼ିଚାଲିଛି । ଦଳର ବରିଷ୍ଠ ନେତାମାନେ ନିଜ ମତ ସ୍ପଷ୍ଟ ଭାବେ ରଖୁଛନ୍ତି । ସଂଗଠନ ଭିତରେ ନିଷ୍ପତ୍ତି ନେବାକୁ ନେଇ ପ୍ରଶ୍ନ ଉଠୁଛି । କର୍ମୀମାନେ ଅପେକ୍ଷା କରିଛନ୍ତି । ଭୁବନେଶ୍ୱର, ୫।୪ (ବ୍ୟୁରୋ): ବିଜେଡିରେ ଅସନ୍ତୋଷ ବଢ଼ିଚାଲିଛି । ଦଳର ବରିଷ୍ଠ ନେତାମାନେ ନିଜ ମତ ସ୍ପଷ୍ଟ ଭାବେ ରଖୁଛନ୍ତି । ସଂଗଠନ ଭିତରେ ନିଷ୍ପତ୍ତି ନେବାକୁ ନେଇ ପ୍ରଶ୍ନ ଉଠୁଛି । କର୍ମୀମାନେ ଅପେକ୍ଷା କରିଛନ୍ତି । ଭୁବନେଶ୍ୱର, ୫।୪ (ବ୍ୟୁରୋ): ବିଜେଡିରେ ଅସନ୍ତୋଷ ବଢ଼ିଚାଲିଛି । ଦଳର ବରିଷ୍ଠ ନେତାମାନେ ନିଜ ମତ ସ୍ପଷ୍ଟ ଭାବେ ରଖୁଛନ୍ତି । ସଂଗଠନ ଭିତରେ ନିଷ୍ପତ୍ତି ନେବାକୁ ନେଇ ପ୍ରଶ୍ନ ଉଠୁଛି । କର୍ମୀମାନେ ଅପେକ୍ଷା କରିଛନ୍ତି । xyxy=(110,862,206,945)
inside-item[interactable]: ◆ ଭୁବନେଶ୍ୱର ବଢ଼ିବ ନିଆଁ xyxy=(414,608,474,615)
patra-offer-left: UPTO 25 EMI* xyxy=(483,53,501,63)
soa-tagline-3: for a xyxy=(413,781,437,791)
cm-portrait xyxy=(14,400,90,460)
patra-price: 990/- xyxy=(485,19,517,32)
patra-offer-right: UPTO 10,000/- CASH BACK xyxy=(577,65,601,77)
lord-ram-illustration xyxy=(49,25,91,85)
robbery-headline: ଲୁଟିନେଲେ ୩୦ ଲକ୍ଷର ଅଳଙ୍କାର xyxy=(415,376,627,395)
cover-price: ₹7.00 xyxy=(420,66,443,74)
lead-bullets: ◆ ସେହ୍ରଲ୍ ନିଷ୍ପତ୍ତି ବଦଳିଲେ ଗୋଷ୍ଠୀ ତାରକାର ◆ ଦେବାଶିଷଙ୍କ ନିଶ୍ଚୟରେ ବୋଲା, ମୁଖ୍ୟ ପଥରଙ୍କ ଡାକରା ନବୀନ ◆ ବରିଷ୍ଠ ନେତୃତ୍ୱ ଉପରେ ପ୍ରଶ୍ନ, ଦଳ ଭିତରେ ବିଦ୍ରୋହ ◆ ସମ୍ଭୀରଙ୍କ ନିରବତାରେ ଚିନ୍ତା xyxy=(334,196,476,221)
twitter-link[interactable]: @PrameyaOdia xyxy=(401,119,459,126)
robbery-bullets: ◆ ଶରୀର, ବେକ, ହାତରୁ ଗହଣା ଛଡ଼ାଇଲେ ◆ ସମସ୍ତେ ତଳେ ପଡ଼ିଥିଲେ ◆ ପୋଲିସ ତଦନ୍ତ ଜାରି xyxy=(518,404,632,423)
musk-column-2: ଭୁବନେଶ୍ୱର, ୫।୪ (ବ୍ୟୁରୋ): ବିଜେଡିରେ ଅସନ୍ତୋଷ ବଢ଼ିଚାଲିଛି । ଦଳର ବରିଷ୍ଠ ନେତାମାନେ ନିଜ ମତ ସ୍ପଷ୍ଟ ଭାବେ ରଖୁଛନ୍ତି । ସଂଗଠନ ଭିତରେ ନିଷ୍ପତ୍ତି ନେବାକୁ ନେଇ ପ୍ରଶ୍ନ ଉଠୁଛି । କର୍ମୀମାନେ ଅପେକ୍ଷା କରିଛନ୍ତି । ଭୁବନେଶ୍ୱର, ୫।୪ (ବ୍ୟୁରୋ): ବିଜେଡିରେ ଅସନ୍ତୋଷ ବଢ଼ିଚାଲିଛି । ଦଳର ବରିଷ୍ଠ ନେତାମାନେ ନିଜ ମତ ସ୍ପଷ୍ଟ ଭାବେ ରଖୁଛନ୍ତି । ସଂଗଠନ ଭିତରେ ନିଷ୍ପତ୍ତି ନେବାକୁ ନେଇ ପ୍ରଶ୍ନ ଉଠୁଛି । କର୍ମୀମାନେ ଅପେକ୍ଷା କରିଛନ୍ତି । ଭୁବନେଶ୍ୱର, ୫।୪ (ବ୍ୟୁରୋ): ବିଜେଡିରେ ଅସନ୍ତୋଷ ବଢ଼ିଚାଲିଛି । ଦଳର ବରିଷ୍ଠ ନେତାମାନେ ନିଜ ମତ ସ୍ପଷ୍ଟ ଭାବେ ରଖୁଛନ୍ତି । ସଂଗଠନ ଭିତରେ ନିଷ୍ପତ୍ତି ନେବାକୁ ନେଇ ପ୍ରଶ୍ନ ଉଠୁଛି । କର୍ମୀମାନେ ଅପେକ୍ଷା କରିଛନ୍ତି । ଭୁବନେଶ୍ୱର, ୫।୪ (ବ୍ୟୁରୋ): ବିଜେଡିରେ ଅସନ୍ତୋଷ ବଢ଼ିଚାଲିଛି । ଦଳର ବରିଷ୍ଠ ନେତାମାନେ ନିଜ ମତ ସ୍ପଷ୍ଟ ଭାବେ ରଖୁଛନ୍ତି । ସଂଗଠନ ଭିତରେ ନିଷ୍ପତ୍ତି ନେବାକୁ ନେଇ ପ୍ରଶ୍ନ ଉଠୁଛି । କର୍ମୀମାନେ ଅପେକ୍ଷା କରିଛନ୍ତି । ଭୁବନେଶ୍ୱର, ୫।୪ (ବ୍ୟୁରୋ): ବିଜେଡିରେ ଅସନ୍ତୋଷ ବଢ଼ିଚାଲିଛି । ଦଳର ବରିଷ୍ଠ ନେତାମାନେ ନିଜ ମତ ସ୍ପଷ୍ଟ ଭାବେ ରଖୁଛନ୍ତି । ସଂଗଠନ ଭିତରେ ନିଷ୍ପତ୍ତି ନେବାକୁ ନେଇ ପ୍ରଶ୍ନ ଉଠୁଛି । କର୍ମୀମାନେ ଅପେକ୍ଷା କରିଛନ୍ତି । ଭୁବନେଶ୍ୱର, ୫।୪ (ବ୍ୟୁରୋ): ବିଜେଡିରେ ଅସନ୍ତୋଷ ବଢ଼ିଚାଲିଛି । ଦଳର ବରିଷ୍ଠ ନେତାମାନେ ନିଜ ମତ ସ୍ପଷ୍ଟ ଭାବେ ରଖୁଛନ୍ତି । ସଂଗଠନ ଭିତରେ ନିଷ୍ପତ୍ତି ନେବାକୁ ନେଇ ପ୍ରଶ୍ନ ଉଠୁଛି । କର୍ମୀମାନେ ଅପେକ୍ଷା କରିଛନ୍ତି । xyxy=(340,568,404,687)
museum-column-1: ଭୁବନେଶ୍ୱର, ୫।୪ (ବ୍ୟୁରୋ): ବିଜେଡିରେ ଅସନ୍ତୋଷ ବଢ଼ିଚାଲିଛି । ଦଳର ବରିଷ୍ଠ ନେତାମାନେ ନିଜ ମତ ସ୍ପଷ୍ଟ ଭାବେ ରଖୁଛନ୍ତି । ସଂଗଠନ ଭିତରେ ନିଷ୍ପତ୍ତି ନେବାକୁ ନେଇ ପ୍ରଶ୍ନ ଉଠୁଛି । କର୍ମୀମାନେ ଅପେକ୍ଷା କରିଛନ୍ତି । ଭୁବନେଶ୍ୱର, ୫।୪ (ବ୍ୟୁରୋ): ବିଜେଡିରେ ଅସନ୍ତୋଷ ବଢ଼ିଚାଲିଛି । ଦଳର ବରିଷ୍ଠ ନେତାମାନେ ନିଜ ମତ ସ୍ପଷ୍ଟ ଭାବେ ରଖୁଛନ୍ତି । ସଂଗଠନ ଭିତରେ ନିଷ୍ପତ୍ତି ନେବାକୁ ନେଇ ପ୍ରଶ୍ନ ଉଠୁଛି । କର୍ମୀମାନେ ଅପେକ୍ଷା କରିଛନ୍ତି । ଭୁବନେଶ୍ୱର, ୫।୪ (ବ୍ୟୁରୋ): ବିଜେଡିରେ ଅସନ୍ତୋଷ ବଢ଼ିଚାଲିଛି । ଦଳର ବରିଷ୍ଠ ନେତାମାନେ ନିଜ ମତ ସ୍ପଷ୍ଟ ଭାବେ ରଖୁଛନ୍ତି । ସଂଗଠନ ଭିତରେ ନିଷ୍ପତ୍ତି ନେବାକୁ ନେଇ ପ୍ରଶ୍ନ ଉଠୁଛି । କର୍ମୀମାନେ ଅପେକ୍ଷା କରିଛନ୍ତି । ଭୁବନେଶ୍ୱର, ୫।୪ (ବ୍ୟୁରୋ): ବିଜେଡିରେ ଅସନ୍ତୋଷ ବଢ଼ିଚାଲିଛି । ଦଳର ବରିଷ୍ଠ ନେତାମାନେ ନିଜ ମତ ସ୍ପଷ୍ଟ ଭାବେ ରଖୁଛନ୍ତି । ସଂଗଠନ ଭିତରେ ନିଷ୍ପତ୍ତି ନେବାକୁ ନେଇ ପ୍ରଶ୍ନ ଉଠୁଛି । କର୍ମୀମାନେ ଅପେକ୍ଷା କରିଛନ୍ତି । ଭୁବନେଶ୍ୱର, ୫।୪ (ବ୍ୟୁରୋ): ବିଜେଡିରେ ଅସନ୍ତୋଷ ବଢ଼ିଚାଲିଛି । ଦଳର ବରିଷ୍ଠ ନେତାମାନେ ନିଜ ମତ ସ୍ପଷ୍ଟ ଭାବେ ରଖୁଛନ୍ତି । ସଂଗଠନ ଭିତରେ ନିଷ୍ପତ୍ତି ନେବାକୁ ନେଇ ପ୍ରଶ୍ନ ଉଠୁଛି । କର୍ମୀମାନେ ଅପେକ୍ଷା କରିଛନ୍ତି । ଭୁବନେଶ୍ୱର, ୫।୪ (ବ୍ୟୁରୋ): ବିଜେଡିରେ ଅସନ୍ତୋଷ ବଢ଼ିଚାଲିଛି । ଦଳର ବରିଷ୍ଠ ନେତାମାନେ ନିଜ ମତ ସ୍ପଷ୍ଟ ଭାବେ ରଖୁଛନ୍ତି । ସଂଗଠନ ଭିତରେ ନିଷ୍ପତ୍ତି ନେବାକୁ ନେଇ ପ୍ରଶ୍ନ ଉଠୁଛି । କର୍ମୀମାନେ ଅପେକ୍ଷା କରିଛନ୍ତି । xyxy=(8,772,106,850)
